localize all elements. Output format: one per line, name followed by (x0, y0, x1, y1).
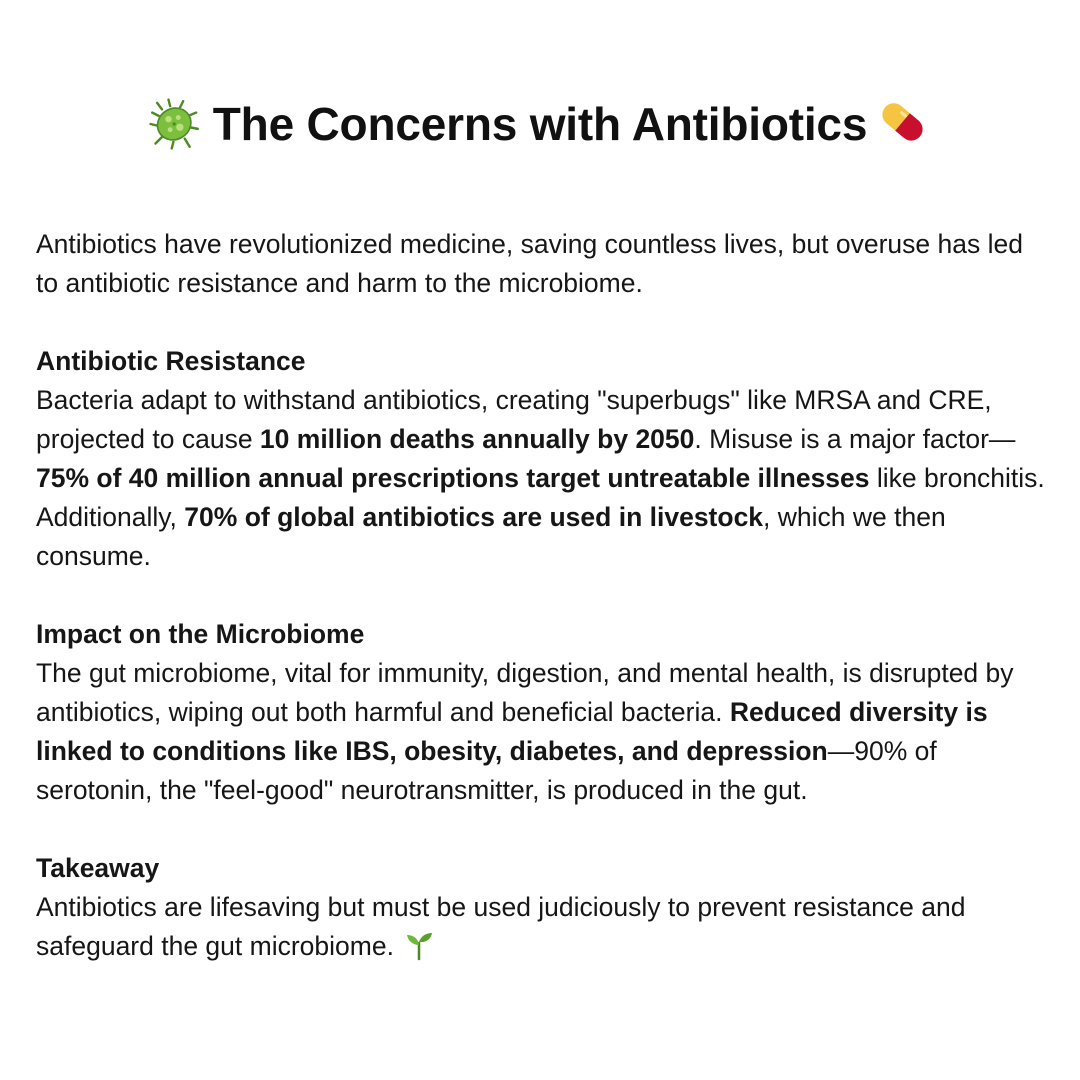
resistance-bold-1: 10 million deaths annually by 2050 (259, 424, 695, 454)
article-body (36, 225, 1051, 966)
pill-icon (879, 98, 931, 150)
title-row (0, 96, 1080, 152)
resistance-heading: Antibiotic Resistance (36, 346, 306, 376)
microbiome-heading: Impact on the Microbiome (36, 619, 365, 649)
intro-paragraph: Antibiotics have revolutionized medicine, saving countless lives, but overuse has led to antibiotic resistance and harm to the microbiome. (36, 229, 1023, 298)
resistance-text-4: , which we then consume. (36, 502, 946, 571)
page-title: The Concerns with Antibiotics (212, 98, 868, 150)
spacer (36, 303, 1051, 342)
spacer (36, 810, 1051, 849)
resistance-text-2: . Misuse is a major factor— (694, 424, 1016, 454)
microbiome-text-2: —90% of serotonin, the "feel-good" neurotransmitter, is produced in the gut. (36, 736, 937, 805)
takeaway-text: Antibiotics are lifesaving but must be used judiciously to prevent resistance and safeguard the gut microbiome. (36, 892, 966, 961)
microbe-icon (149, 98, 201, 150)
takeaway-paragraph (36, 888, 1051, 966)
resistance-text-3: like bronchitis. Additionally, (36, 463, 1045, 532)
spacer (36, 576, 1051, 615)
sprout-icon (403, 929, 435, 961)
resistance-bold-2: 75% of 40 million annual prescriptions target untreatable illnesses (36, 463, 870, 493)
takeaway-heading: Takeaway (36, 853, 160, 883)
microbiome-bold-1: Reduced diversity is linked to conditions like IBS, obesity, diabetes, and depression (36, 697, 988, 766)
resistance-paragraph (36, 381, 1051, 576)
resistance-bold-3: 70% of global antibiotics are used in livestock (184, 502, 764, 532)
microbiome-text-1: The gut microbiome, vital for immunity, digestion, and mental health, is disrupted by antibiotics, wiping out both harmful and beneficial bacteria. (36, 658, 1014, 727)
microbiome-paragraph (36, 654, 1051, 810)
resistance-text-1: Bacteria adapt to withstand antibiotics, creating "superbugs" like MRSA and CRE, projected to cause (36, 385, 992, 454)
